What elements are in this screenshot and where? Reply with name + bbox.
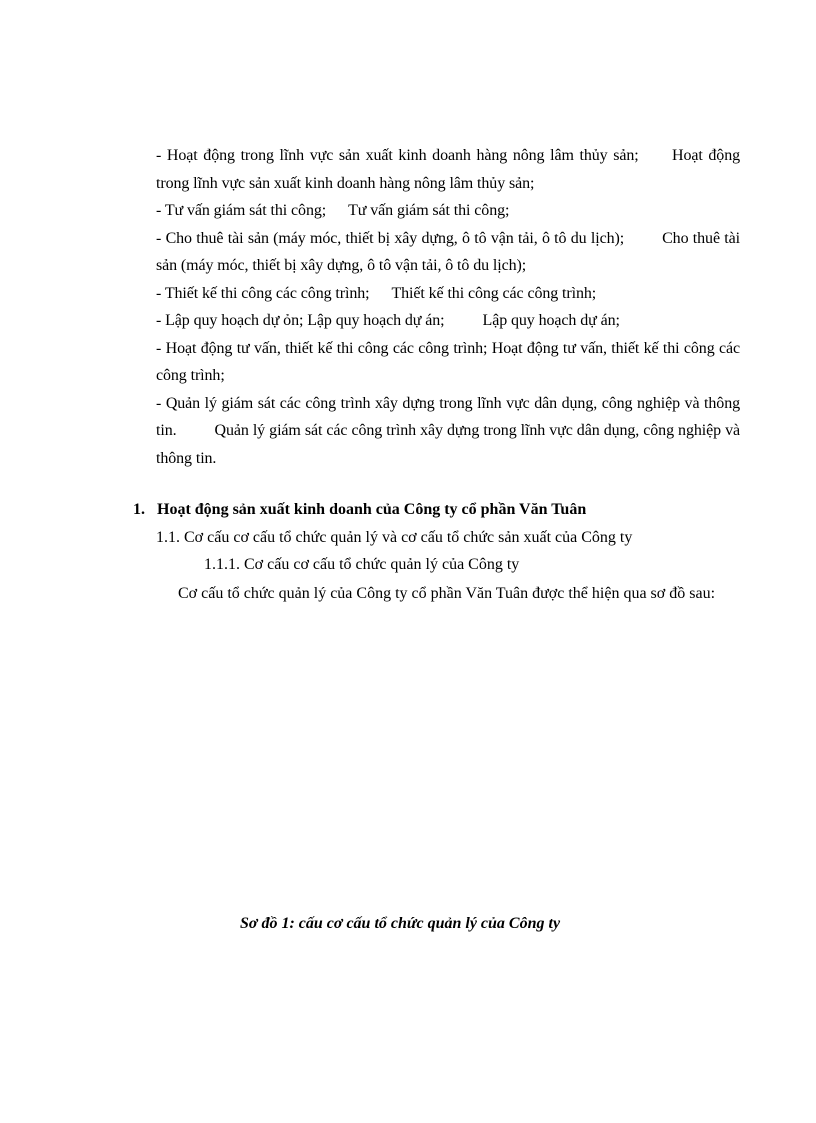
section-title: Hoạt động sản xuất kinh doanh của Công ty cổ phần Văn Tuân (157, 501, 587, 518)
subsection-title: Cơ cấu cơ cấu tổ chức quản lý và cơ cấu tổ chức sản xuất của Công ty (184, 529, 633, 546)
activity-main: - Tư vấn giám sát thi công; (156, 202, 327, 219)
diagram-caption (0, 912, 816, 936)
activity-repeat: Cho thuê tài sản (máy móc, thiết bị xây dựng, ô tô vận tải, ô tô du lịch); (156, 229, 740, 274)
activity-list (156, 142, 740, 472)
activity-repeat: Quản lý giám sát các công trình xây dựng trong lĩnh vực dân dụng, công nghiệp và thông tin. (156, 422, 740, 467)
activity-repeat: Hoạt động tư vấn, thiết kế thi công các công trình; (156, 339, 741, 384)
diagram-placeholder (133, 640, 740, 900)
activity-repeat: Tư vấn giám sát thi công; (348, 202, 510, 219)
subsection-heading (156, 526, 632, 550)
activity-item (156, 142, 740, 197)
activity-repeat: Hoạt động trong lĩnh vực sản xuất kinh doanh hàng nông lâm thủy sản; (156, 147, 740, 192)
activity-main: - Thiết kế thi công các công trình; (156, 284, 370, 302)
subsection-number: 1.1. (156, 529, 180, 546)
subsubsection-number: 1.1.1. (204, 556, 240, 573)
diagram-caption-text: Sơ đồ 1: cấu cơ cấu tổ chức quản lý của Công ty (239, 915, 561, 932)
activity-item (156, 390, 740, 473)
section-heading (133, 498, 586, 522)
activity-item (156, 197, 740, 225)
activity-main: - Hoạt động tư vấn, thiết kế thi công các công trình; (156, 339, 488, 357)
section-number: 1. (133, 501, 145, 518)
activity-item (156, 307, 740, 335)
activity-main: - Lập quy hoạch dự ỏn; Lập quy hoạch dự án; (156, 312, 445, 329)
activity-item (156, 335, 740, 390)
activity-repeat: Thiết kế thi công các công trình; (391, 284, 597, 302)
intro-paragraph: Cơ cấu tổ chức quản lý của Công ty cổ phần Văn Tuân được thể hiện qua sơ đồ sau: (178, 585, 716, 602)
subsubsection-title: Cơ cấu cơ cấu tổ chức quản lý của Công ty (244, 556, 520, 573)
activity-item (156, 280, 740, 308)
activity-main: - Hoạt động trong lĩnh vực sản xuất kinh doanh hàng nông lâm thủy sản; (156, 147, 639, 164)
activity-item (156, 225, 740, 280)
activity-main: - Cho thuê tài sản (máy móc, thiết bị xây dựng, ô tô vận tải, ô tô du lịch); (156, 229, 625, 247)
subsubsection-heading (204, 553, 519, 577)
activity-repeat: Lập quy hoạch dự án; (482, 312, 620, 329)
activity-main: - Quản lý giám sát các công trình xây dựng trong lĩnh vực dân dụng, công nghiệp và thông tin. (156, 394, 740, 439)
